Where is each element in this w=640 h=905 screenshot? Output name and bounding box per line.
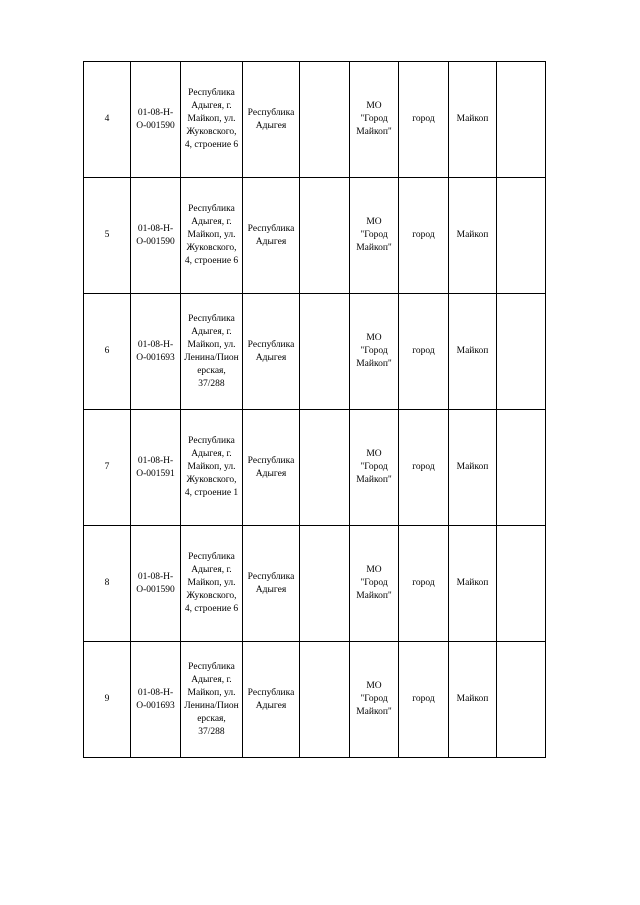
cell-address: Республика Адыгея, г. Майкоп, ул. Ленина/Пион ерская, 37/288 (181, 294, 243, 410)
cell-empty (497, 62, 546, 178)
cell-empty (497, 178, 546, 294)
table-row (84, 294, 546, 410)
cell-region: Республика Адыгея (243, 178, 300, 294)
cell-settlement-type: город (399, 62, 449, 178)
cell-empty (497, 526, 546, 642)
cell-empty (300, 294, 350, 410)
table-row (84, 526, 546, 642)
cell-region: Республика Адыгея (243, 62, 300, 178)
cell-city: Майкоп (449, 526, 497, 642)
cell-city: Майкоп (449, 178, 497, 294)
cell-empty (300, 178, 350, 294)
table-row (84, 62, 546, 178)
cell-region: Республика Адыгея (243, 410, 300, 526)
cell-empty (497, 410, 546, 526)
cell-address: Республика Адыгея, г. Майкоп, ул. Ленина/Пион ерская, 37/288 (181, 642, 243, 758)
cell-number: 7 (84, 410, 131, 526)
cell-region: Республика Адыгея (243, 642, 300, 758)
cell-region: Республика Адыгея (243, 526, 300, 642)
cell-municipality: МО "Город Майкоп" (350, 410, 399, 526)
cell-code: 01-08-Н- О-001693 (131, 642, 181, 758)
cell-city: Майкоп (449, 294, 497, 410)
cell-address: Республика Адыгея, г. Майкоп, ул. Жуковского, 4, строение 6 (181, 526, 243, 642)
cell-code: 01-08-Н- О-001591 (131, 410, 181, 526)
cell-settlement-type: город (399, 294, 449, 410)
cell-address: Республика Адыгея, г. Майкоп, ул. Жуковского, 4, строение 6 (181, 178, 243, 294)
cell-number: 5 (84, 178, 131, 294)
table-row (84, 642, 546, 758)
cell-empty (300, 526, 350, 642)
cell-number: 4 (84, 62, 131, 178)
cell-number: 8 (84, 526, 131, 642)
cell-empty (497, 294, 546, 410)
cell-number: 9 (84, 642, 131, 758)
cell-number: 6 (84, 294, 131, 410)
cell-settlement-type: город (399, 526, 449, 642)
cell-empty (497, 642, 546, 758)
table-row (84, 178, 546, 294)
cell-municipality: МО "Город Майкоп" (350, 642, 399, 758)
cell-settlement-type: город (399, 410, 449, 526)
cell-municipality: МО "Город Майкоп" (350, 62, 399, 178)
cell-municipality: МО "Город Майкоп" (350, 294, 399, 410)
cell-code: 01-08-Н- О-001693 (131, 294, 181, 410)
cell-settlement-type: город (399, 178, 449, 294)
cell-code: 01-08-Н- О-001590 (131, 62, 181, 178)
cell-region: Республика Адыгея (243, 294, 300, 410)
cell-empty (300, 410, 350, 526)
cell-address: Республика Адыгея, г. Майкоп, ул. Жуковского, 4, строение 1 (181, 410, 243, 526)
cell-empty (300, 62, 350, 178)
cell-empty (300, 642, 350, 758)
cell-code: 01-08-Н- О-001590 (131, 526, 181, 642)
cell-address: Республика Адыгея, г. Майкоп, ул. Жуковского, 4, строение 6 (181, 62, 243, 178)
table-row (84, 410, 546, 526)
cell-municipality: МО "Город Майкоп" (350, 526, 399, 642)
cell-city: Майкоп (449, 410, 497, 526)
cell-code: 01-08-Н- О-001590 (131, 178, 181, 294)
cell-city: Майкоп (449, 62, 497, 178)
cell-municipality: МО "Город Майкоп" (350, 178, 399, 294)
registry-table (83, 61, 546, 758)
cell-settlement-type: город (399, 642, 449, 758)
cell-city: Майкоп (449, 642, 497, 758)
